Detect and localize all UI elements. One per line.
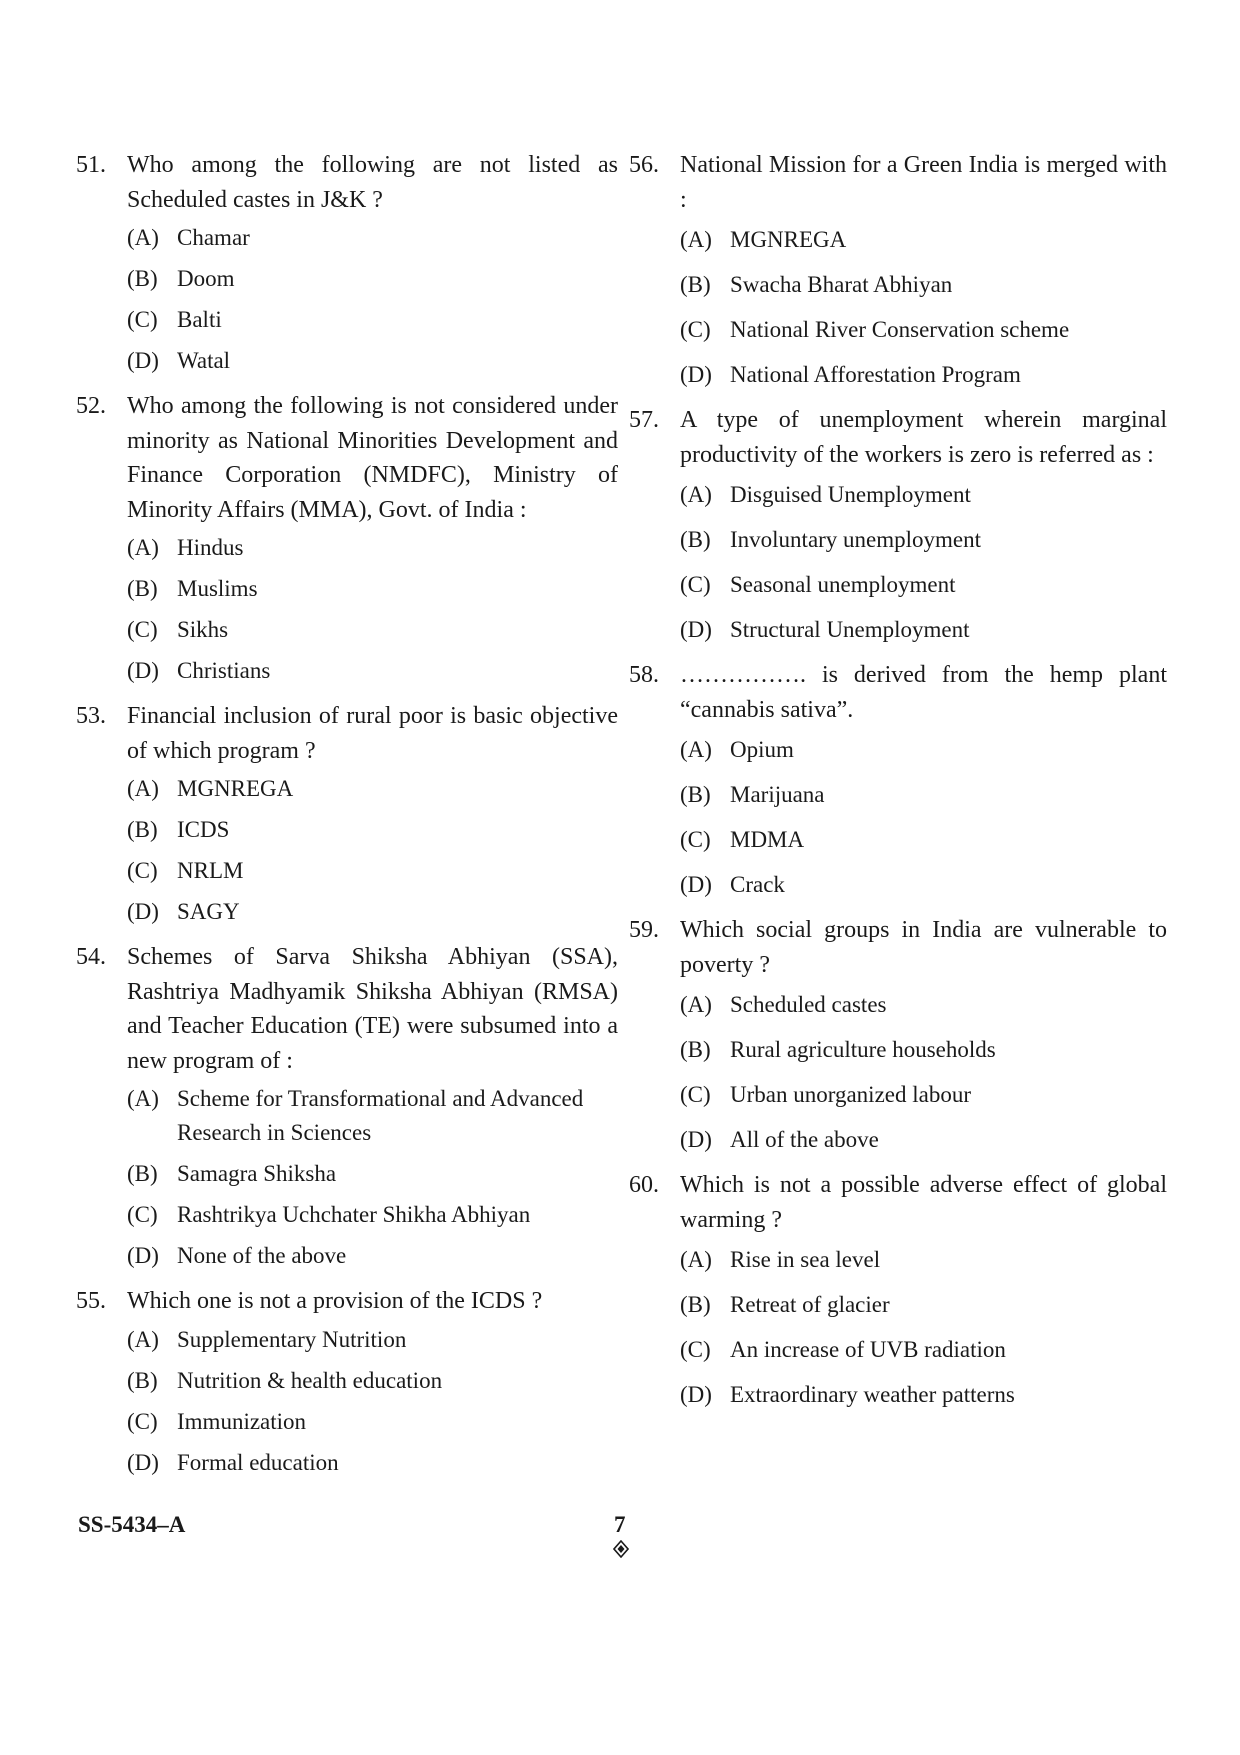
- answer-option: [127, 221, 618, 255]
- option-list: [680, 1243, 1167, 1412]
- option-list: [680, 988, 1167, 1157]
- answer-option: [680, 733, 1167, 767]
- question: [76, 389, 618, 688]
- question-number: 55.: [76, 1288, 106, 1314]
- option-text: Retreat of glacier: [730, 1292, 890, 1317]
- answer-option: [680, 223, 1167, 257]
- option-text: Scheduled castes: [730, 992, 887, 1017]
- option-list: [680, 478, 1167, 647]
- option-text: Samagra Shiksha: [177, 1161, 337, 1186]
- option-label: (A): [680, 737, 712, 762]
- question: [629, 148, 1167, 392]
- option-list: [127, 1323, 618, 1480]
- option-label: (B): [680, 272, 711, 297]
- question-head: [76, 940, 618, 1078]
- option-list: [680, 733, 1167, 902]
- option-label: (D): [127, 899, 159, 924]
- option-text: SAGY: [177, 899, 240, 924]
- option-label: (C): [127, 858, 158, 883]
- question-number: 53.: [76, 703, 106, 729]
- question-text: ……………. is derived from the hemp plant “cannabis sativa”.: [680, 662, 1167, 723]
- option-text: Structural Unemployment: [730, 617, 970, 642]
- option-label: (B): [127, 576, 158, 601]
- option-label: (A): [127, 535, 159, 560]
- answer-option: [127, 572, 618, 606]
- option-text: An increase of UVB radiation: [730, 1337, 1006, 1362]
- answer-option: [127, 613, 618, 647]
- option-label: (C): [680, 1337, 711, 1362]
- answer-option: [127, 1323, 618, 1357]
- option-text: Nutrition & health education: [177, 1367, 443, 1393]
- option-label: (B): [127, 1161, 158, 1186]
- option-label: (C): [680, 1082, 711, 1107]
- question: [629, 403, 1167, 647]
- answer-option: [127, 531, 618, 565]
- answer-option: [680, 313, 1167, 347]
- option-label: (D): [127, 1449, 159, 1475]
- answer-option: [680, 1078, 1167, 1112]
- answer-option: [680, 778, 1167, 812]
- page-number: 7: [614, 1512, 626, 1537]
- option-label: (B): [127, 817, 158, 842]
- question-head: [76, 389, 618, 527]
- option-text: Chamar: [177, 225, 250, 250]
- option-label: (A): [127, 1086, 159, 1111]
- option-text: Balti: [177, 307, 222, 332]
- option-text: Rural agriculture households: [730, 1037, 996, 1062]
- option-text: National River Conservation scheme: [730, 317, 1070, 342]
- option-label: (A): [680, 992, 712, 1017]
- left-column: [76, 148, 618, 1491]
- option-text: Hindus: [177, 535, 244, 560]
- option-label: (B): [680, 1292, 711, 1317]
- question-text: A type of unemployment wherein marginal productivity of the workers is zero is referred as :: [680, 407, 1167, 468]
- option-text: Opium: [730, 737, 794, 762]
- question-head: [629, 1168, 1167, 1237]
- option-text: Marijuana: [730, 782, 825, 807]
- option-label: (D): [680, 1382, 712, 1407]
- paper-code: SS-5434–A: [78, 1512, 186, 1537]
- question-text: Financial inclusion of rural poor is basic objective of which program ?: [127, 703, 618, 764]
- answer-option: [127, 303, 618, 337]
- option-text: None of the above: [177, 1243, 347, 1268]
- question: [629, 658, 1167, 902]
- option-label: (D): [680, 1127, 712, 1152]
- answer-option: [680, 868, 1167, 902]
- option-text: ICDS: [177, 817, 230, 842]
- option-list: [680, 223, 1167, 392]
- option-label: (C): [127, 1202, 158, 1227]
- option-label: (C): [680, 317, 711, 342]
- right-column: [629, 148, 1167, 1423]
- option-label: (A): [680, 1247, 712, 1272]
- option-label: (C): [127, 307, 158, 332]
- option-text: Christians: [177, 658, 271, 683]
- option-text: Immunization: [177, 1408, 307, 1434]
- answer-option: [127, 772, 618, 806]
- answer-option: [680, 1033, 1167, 1067]
- option-label: (D): [127, 1243, 159, 1268]
- option-text: Muslims: [177, 576, 258, 601]
- option-label: (B): [127, 266, 158, 291]
- question-text: National Mission for a Green India is merged with :: [680, 152, 1167, 213]
- answer-option: [680, 1123, 1167, 1157]
- question-text: Schemes of Sarva Shiksha Abhiyan (SSA), Rashtriya Madhyamik Shiksha Abhiyan (RMSA) and Teacher Education (TE) were subsumed into a new program of :: [127, 944, 618, 1074]
- option-text: Extraordinary weather patterns: [730, 1382, 1015, 1407]
- option-text: All of the above: [730, 1127, 879, 1152]
- option-text: Supplementary Nutrition: [177, 1326, 407, 1352]
- option-text: Crack: [730, 872, 785, 897]
- question-text: Who among the following is not considered under minority as National Minorities Development and Finance Corporation (NMDFC), Ministry of Minority Affairs (MMA), Govt. of India :: [127, 393, 618, 523]
- answer-option: [127, 813, 618, 847]
- answer-option: [127, 1364, 618, 1398]
- question-head: [629, 913, 1167, 982]
- answer-option: [680, 523, 1167, 557]
- option-list: [127, 772, 618, 929]
- option-label: (C): [680, 572, 711, 597]
- answer-option: [127, 344, 618, 378]
- option-text: NRLM: [177, 858, 244, 883]
- question-text: Who among the following are not listed as Scheduled castes in J&K ?: [127, 152, 618, 213]
- option-label: (C): [127, 1408, 158, 1434]
- answer-option: [680, 1288, 1167, 1322]
- answer-option: [680, 823, 1167, 857]
- option-label: (C): [127, 617, 158, 642]
- question-head: [629, 403, 1167, 472]
- question-text: Which one is not a provision of the ICDS ?: [127, 1288, 543, 1314]
- answer-option: [680, 613, 1167, 647]
- question: [76, 148, 618, 378]
- answer-option: [127, 262, 618, 296]
- option-text: Urban unorganized labour: [730, 1082, 971, 1107]
- answer-option: [680, 568, 1167, 602]
- answer-option: [127, 1446, 618, 1480]
- question-number: 59.: [629, 917, 659, 943]
- answer-option: [127, 1239, 618, 1273]
- option-label: (D): [680, 617, 712, 642]
- answer-option: [680, 1378, 1167, 1412]
- question-head: [629, 148, 1167, 217]
- answer-option: [127, 1405, 618, 1439]
- option-text: Involuntary unemployment: [730, 527, 982, 552]
- option-label: (D): [680, 362, 712, 387]
- option-text: Scheme for Transformational and Advanced Research in Sciences: [177, 1086, 584, 1145]
- answer-option: [680, 1333, 1167, 1367]
- answer-option: [680, 358, 1167, 392]
- option-list: [127, 1082, 618, 1273]
- answer-option: [680, 988, 1167, 1022]
- question-head: [76, 148, 618, 217]
- question: [76, 699, 618, 929]
- question-text: Which is not a possible adverse effect of global warming ?: [680, 1172, 1167, 1233]
- question-number: 60.: [629, 1172, 659, 1198]
- question-number: 52.: [76, 393, 106, 419]
- option-label: (B): [680, 1037, 711, 1062]
- answer-option: [680, 1243, 1167, 1277]
- option-text: Rise in sea level: [730, 1247, 881, 1272]
- option-list: [127, 221, 618, 378]
- question-number: 57.: [629, 407, 659, 433]
- option-text: Disguised Unemployment: [730, 482, 971, 507]
- option-text: MDMA: [730, 827, 805, 852]
- question-head: [76, 1284, 618, 1319]
- answer-option: [127, 1157, 618, 1191]
- answer-option: [127, 654, 618, 688]
- answer-option: [127, 854, 618, 888]
- option-text: Swacha Bharat Abhiyan: [730, 272, 953, 297]
- option-label: (A): [127, 225, 159, 250]
- option-label: (B): [680, 527, 711, 552]
- question: [629, 913, 1167, 1157]
- option-text: Watal: [177, 348, 231, 373]
- answer-option: [127, 895, 618, 929]
- option-text: Rashtrikya Uchchater Shikha Abhiyan: [177, 1202, 531, 1227]
- diamond-icon: [613, 1540, 629, 1558]
- option-label: (D): [680, 872, 712, 897]
- option-text: Seasonal unemployment: [730, 572, 956, 597]
- answer-option: [127, 1082, 618, 1150]
- question: [76, 940, 618, 1273]
- option-label: (A): [127, 1326, 159, 1352]
- option-text: Sikhs: [177, 617, 229, 642]
- option-label: (B): [127, 1367, 158, 1393]
- option-label: (D): [127, 348, 159, 373]
- option-label: (A): [127, 776, 159, 801]
- option-text: National Afforestation Program: [730, 362, 1021, 387]
- option-text: Doom: [177, 266, 235, 291]
- question-number: 51.: [76, 152, 106, 178]
- option-label: (C): [680, 827, 711, 852]
- answer-option: [680, 478, 1167, 512]
- option-text: MGNREGA: [730, 227, 847, 252]
- option-label: (A): [680, 227, 712, 252]
- question-head: [76, 699, 618, 768]
- option-text: Formal education: [177, 1449, 339, 1475]
- question-text: Which social groups in India are vulnerable to poverty ?: [680, 917, 1167, 978]
- option-text: MGNREGA: [177, 776, 294, 801]
- question-number: 58.: [629, 662, 659, 688]
- option-list: [127, 531, 618, 688]
- option-label: (D): [127, 658, 159, 683]
- question-number: 54.: [76, 944, 106, 970]
- option-label: (B): [680, 782, 711, 807]
- question: [76, 1284, 618, 1480]
- option-label: (A): [680, 482, 712, 507]
- question: [629, 1168, 1167, 1412]
- question-number: 56.: [629, 152, 659, 178]
- question-head: [629, 658, 1167, 727]
- answer-option: [127, 1198, 618, 1232]
- answer-option: [680, 268, 1167, 302]
